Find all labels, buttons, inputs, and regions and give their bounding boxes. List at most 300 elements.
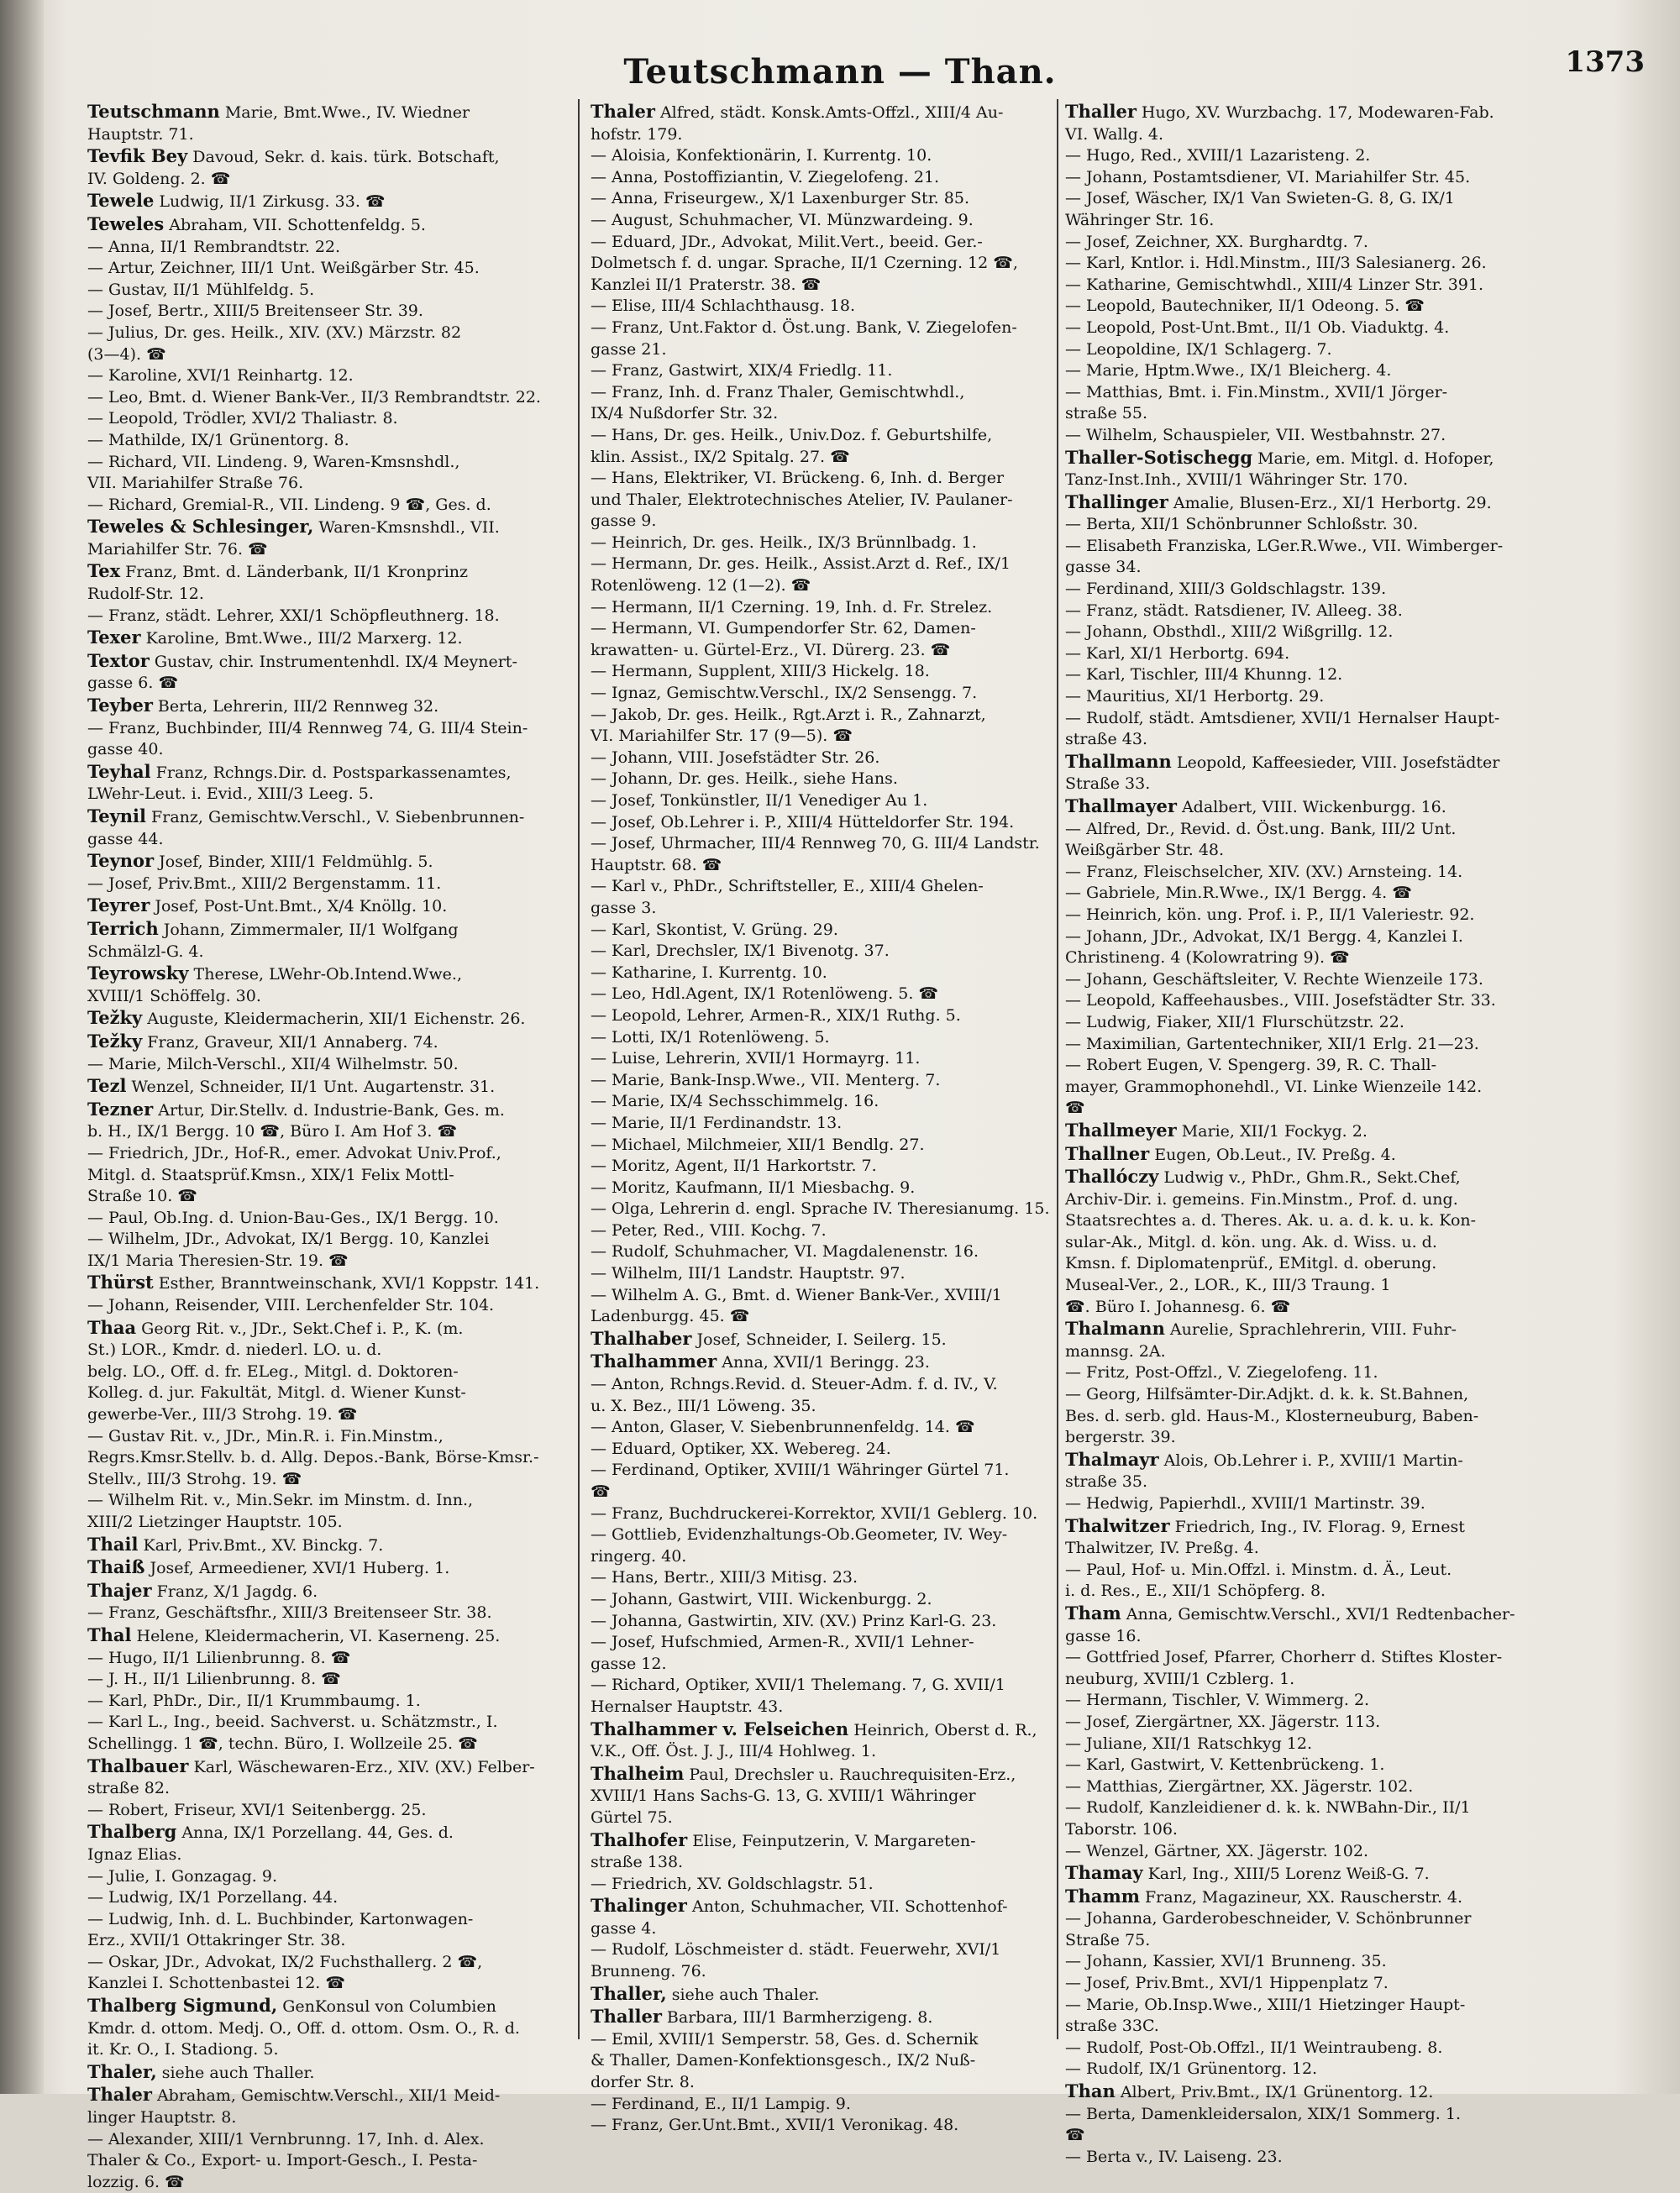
directory-entry-line [87, 1361, 562, 1383]
entry-text: — Artur, Zeichner, III/1 Unt. Weißgärber Str. 45. [87, 259, 480, 278]
entry-text: — J. H., II/1 Lilienbrunng. 8. ☎ [87, 1670, 341, 1689]
entry-text: gasse 16. [1065, 1626, 1142, 1645]
entry-text: Hugo, XV. Wurzbachg. 17, Modewaren-Fab. [1136, 103, 1494, 122]
entry-text: u. X. Bez., III/1 Löweng. 35. [591, 1396, 816, 1415]
directory-entry-line [1065, 1755, 1571, 1776]
directory-entry-line [1065, 1930, 1571, 1952]
directory-entry-line [87, 1382, 562, 1404]
directory-entry-line [1065, 1120, 1571, 1143]
entry-text: — Leopold, Post-Unt.Bmt., II/1 Ob. Viaduktg. 4. [1065, 317, 1450, 337]
entry-text: Davoud, Sekr. d. kais. türk. Botschaft, [187, 148, 500, 167]
directory-entry-line [1065, 969, 1571, 991]
directory-entry-line [1065, 1841, 1571, 1863]
entry-surname: Thaller-Sotischegg [1065, 446, 1253, 468]
entry-text: — Robert Eugen, V. Spengerg. 39, R. C. Thall- [1065, 1056, 1437, 1075]
directory-entry-line [1065, 1951, 1571, 1973]
directory-entry-line [87, 895, 562, 918]
page-header-title: Teutschmann — Than. [623, 52, 1057, 92]
directory-entry-line [1065, 536, 1571, 558]
directory-entry-line [591, 2050, 1065, 2072]
entry-text: Ludwig v., PhDr., Ghm.R., Sekt.Chef, [1158, 1168, 1461, 1188]
entry-text: Albert, Priv.Bmt., IX/1 Grünentorg. 12. [1115, 2083, 1434, 2102]
directory-entry-line [87, 516, 562, 539]
directory-entry-line [591, 382, 1065, 404]
directory-entry-line [1065, 2016, 1571, 2038]
entry-text: Thalwitzer, IV. Preßg. 4. [1065, 1539, 1259, 1558]
directory-entry-line [87, 850, 562, 874]
entry-text: krawatten- u. Gürtel-Erz., VI. Dürerg. 23. ☎ [591, 640, 951, 659]
directory-entry-line [591, 812, 1065, 834]
entry-surname: Thürst [87, 1272, 154, 1293]
entry-text: — Franz, Buchbinder, III/4 Rennweg 74, G. III/4 Stein- [87, 718, 528, 737]
entry-surname: Tevfik Bey [87, 145, 188, 167]
directory-entry-line [591, 1482, 1065, 1503]
entry-text: Franz, Rchngs.Dir. d. Postsparkassenamtes, [150, 763, 512, 782]
entry-text: — Richard, VII. Lindeng. 9, Waren-Kmsnshdl., [87, 452, 460, 471]
entry-text: gasse 12. [591, 1654, 667, 1673]
entry-text: straße 35. [1065, 1472, 1147, 1492]
entry-text: Artur, Dir.Stellv. d. Industrie-Bank, Ges. m. [153, 1100, 505, 1120]
directory-entry-line [1065, 514, 1571, 536]
directory-entry-line [87, 1930, 562, 1952]
entry-text: GenKonsul von Columbien [277, 1997, 496, 2017]
directory-entry-line [87, 101, 562, 124]
directory-entry-line [87, 1755, 562, 1779]
entry-text: Wenzel, Schneider, II/1 Unt. Augartenstr. 31. [126, 1078, 496, 1097]
directory-entry-line [1065, 1886, 1571, 1909]
entry-surname: Thallmeyer [1065, 1119, 1177, 1141]
directory-entry-line [591, 425, 1065, 447]
entry-surname: Thalheim [591, 1762, 685, 1784]
directory-entry-line [591, 1697, 1065, 1718]
entry-text: — Ludwig, Inh. d. L. Buchbinder, Kartonwagen- [87, 1909, 474, 1928]
directory-entry-line [87, 1340, 562, 1361]
entry-text: — Hugo, Red., XVIII/1 Lazaristeng. 2. [1065, 146, 1371, 165]
directory-entry-line [87, 627, 562, 650]
directory-entry-line [591, 1439, 1065, 1461]
directory-entry-line [591, 769, 1065, 790]
entry-surname: Thalhammer v. Felseichen [591, 1718, 849, 1739]
directory-entry-line [87, 1075, 562, 1099]
directory-entry-line [87, 1447, 562, 1469]
entry-text: — Ignaz, Gemischtw.Verschl., IX/2 Sensengg. 7. [591, 684, 978, 703]
entry-surname: Than [1065, 2080, 1116, 2102]
entry-text: Elise, Feinputzerin, V. Margareten- [687, 1831, 976, 1850]
entry-text: — Leo, Bmt. d. Wiener Bank-Ver., II/3 Rembrandtstr. 22. [87, 387, 541, 407]
entry-surname: Teyhal [87, 760, 151, 782]
entry-text: — Karl, Kntlor. i. Hdl.Minstm., III/3 Salesianerg. 26. [1065, 254, 1487, 273]
entry-text: — Johann, Kassier, XVI/1 Brunneng. 35. [1065, 1952, 1387, 1971]
directory-entry-line [87, 430, 562, 452]
entry-surname: Teyber [87, 695, 153, 716]
directory-entry-line [87, 1821, 562, 1844]
directory-entry-line [87, 1866, 562, 1888]
directory-entry-line [1065, 1189, 1571, 1211]
directory-entry-line [591, 210, 1065, 232]
entry-text: (3—4). ☎ [87, 344, 166, 364]
entry-text: — Julius, Dr. ges. Heilk., XIV. (XV.) Märzstr. 82 [87, 323, 462, 342]
entry-text: — August, Schuhmacher, VI. Münzwardeing. 9. [591, 210, 974, 229]
directory-entry-line [1065, 947, 1571, 969]
entry-text: gasse 3. [591, 898, 657, 917]
entry-text: Regrs.Kmsr.Stellv. b. d. Allg. Depos.-Bank, Börse-Kmsr.- [87, 1448, 539, 1467]
directory-entry-line [591, 1178, 1065, 1199]
directory-entry-line [87, 190, 562, 213]
entry-surname: Textor [87, 649, 150, 671]
entry-text: Franz, Bmt. d. Länderbank, II/1 Kronprinz [120, 563, 469, 582]
entry-text: Taborstr. 106. [1065, 1819, 1178, 1839]
entry-text: — Ferdinand, Optiker, XVIII/1 Währinger Gürtel 71. [591, 1461, 1010, 1480]
entry-text: — Karl L., Ing., beeid. Sachverst. u. Schätzmstr., I. [87, 1713, 498, 1732]
directory-entry-line [87, 1669, 562, 1691]
entry-text: Gustav, chir. Instrumentenhdl. IX/4 Meynert- [149, 652, 517, 671]
directory-entry-line [87, 1054, 562, 1076]
entry-text: hofstr. 179. [591, 124, 683, 144]
entry-text: — Marie, IX/4 Sechsschimmelg. 16. [591, 1092, 879, 1111]
entry-text: — Paul, Ob.Ing. d. Union-Bau-Ges., IX/1 Bergg. 10. [87, 1208, 499, 1227]
entry-text: — Oskar, JDr., Advokat, IX/2 Fuchsthallerg. 2 ☎, [87, 1952, 483, 1971]
directory-entry-line [1065, 1012, 1571, 1034]
entry-text: — Georg, Hilfsämter-Dir.Adjkt. d. k. k. St.Bahnen, [1065, 1385, 1469, 1404]
entry-text: — Alexander, XIII/1 Vernbrunng. 17, Inh. d. Alex. [87, 2129, 485, 2148]
directory-entry-line [1065, 1734, 1571, 1755]
entry-text: belg. LO., Off. d. fr. ELeg., Mitgl. d. Doktoren- [87, 1361, 459, 1381]
directory-entry-line [87, 784, 562, 805]
directory-entry-line [591, 1983, 1065, 2007]
entry-text: Rudolf-Str. 12. [87, 585, 204, 604]
entry-surname: Tezl [87, 1075, 127, 1097]
directory-entry-line [1065, 1995, 1571, 2017]
entry-text: VI. Wallg. 4. [1065, 124, 1164, 144]
directory-entry-line [1065, 622, 1571, 643]
entry-text: linger Hauptstr. 8. [87, 2108, 237, 2127]
entry-text: — Katharine, Gemischtwhdl., XIII/4 Linzer Str. 391. [1065, 275, 1484, 294]
entry-text: — Johann, Obsthdl., XIII/2 Wißgrillg. 12. [1065, 622, 1394, 642]
entry-text: gasse 40. [87, 740, 164, 759]
entry-text: gasse 44. [87, 829, 164, 848]
directory-entry-line [591, 447, 1065, 469]
directory-entry-line [87, 1512, 562, 1534]
directory-entry-line [87, 365, 562, 387]
entry-text: Heinrich, Oberst d. R., [848, 1720, 1037, 1739]
entry-text: it. Kr. O., I. Stadiong. 5. [87, 2040, 279, 2059]
entry-text: Straße 10. ☎ [87, 1187, 197, 1206]
entry-text: Kanzlei I. Schottenbastei 12. ☎ [87, 1974, 346, 1993]
directory-entry-line [87, 1272, 562, 1295]
directory-entry-line [591, 597, 1065, 619]
directory-entry-line [591, 1113, 1065, 1135]
directory-entry-line [591, 790, 1065, 812]
directory-entry-line [591, 705, 1065, 727]
entry-text: — Josef, Uhrmacher, III/4 Rennweg 70, G. III/4 Landstr. [591, 834, 1040, 853]
entry-text: ☎ [1065, 1099, 1085, 1118]
entry-text: straße 138. [591, 1853, 684, 1872]
entry-text: lozzig. 6. ☎ [87, 2172, 185, 2191]
entry-surname: Thaa [87, 1316, 137, 1338]
entry-text: Esther, Branntweinschank, XVI/1 Koppstr. 141. [153, 1274, 540, 1293]
entry-text: — Richard, Gremial-R., VII. Lindeng. 9 ☎, Ges. d. [87, 495, 491, 514]
entry-text: — Matthias, Bmt. i. Fin.Minstm., XVII/1 Jörger- [1065, 382, 1448, 401]
directory-entry-line [1065, 145, 1571, 167]
directory-entry-line [87, 1469, 562, 1491]
entry-text: gasse 21. [591, 339, 667, 359]
directory-entry-line [1065, 1034, 1571, 1056]
directory-entry-line [87, 1887, 562, 1909]
entry-text: IX/4 Nußdorfer Str. 32. [591, 404, 779, 423]
directory-entry-line [1065, 2125, 1571, 2147]
entry-text: — Moritz, Kaufmann, II/1 Miesbachg. 9. [591, 1178, 916, 1197]
entry-surname: Teweles & Schlesinger, [87, 516, 314, 538]
entry-text: — Josef, Hufschmied, Armen-R., XVII/1 Lehner- [591, 1633, 974, 1652]
directory-entry-line [591, 1961, 1065, 1983]
entry-text: — Julie, I. Gonzagag. 9. [87, 1866, 278, 1886]
entry-surname: Thaller [1065, 101, 1137, 122]
entry-text: — Berta, Damenkleidersalon, XIX/1 Sommerg. 1. [1065, 2104, 1462, 2123]
directory-entry-line [591, 640, 1065, 662]
directory-entry-line [1065, 990, 1571, 1012]
directory-entry-line [87, 1909, 562, 1931]
entry-text: — Friedrich, XV. Goldschlagstr. 51. [591, 1874, 874, 1893]
directory-entry-line [1065, 1098, 1571, 1120]
directory-entry-line [87, 2061, 562, 2085]
entry-text: — Johann, Dr. ges. Heilk., siehe Hans. [591, 769, 898, 789]
entry-text: — Marie, II/1 Ferdinandstr. 13. [591, 1113, 843, 1132]
entry-text: — Hedwig, Papierhdl., XVIII/1 Martinstr. 39. [1065, 1494, 1425, 1513]
entry-surname: Thalbauer [87, 1755, 189, 1776]
entry-text: Karl, Ing., XIII/5 Lorenz Weiß-G. 7. [1142, 1865, 1430, 1884]
directory-entry-line [591, 2115, 1065, 2137]
entry-text: Leopold, Kaffeesieder, VIII. Josefstädter [1171, 753, 1500, 772]
entry-text: Straße 75. [1065, 1930, 1151, 1949]
directory-entry-line [1065, 2059, 1571, 2080]
directory-entry-line [87, 344, 562, 366]
directory-entry-line [1065, 601, 1571, 622]
entry-text: VI. Mariahilfer Str. 17 (9—5). ☎ [591, 727, 853, 746]
entry-text: Schellingg. 1 ☎, techn. Büro, I. Wollzeile 25. ☎ [87, 1734, 478, 1753]
entry-text: Brunneng. 76. [591, 1962, 706, 1981]
entry-surname: Thallmann [1065, 750, 1172, 772]
directory-entry-line [1065, 686, 1571, 708]
entry-text: — Leopold, Lehrer, Armen-R., XIX/1 Ruthg. 5. [591, 1005, 961, 1025]
directory-entry-line [591, 1027, 1065, 1049]
entry-text: siehe auch Thaller. [156, 2063, 315, 2082]
directory-entry-line [1065, 1908, 1571, 1930]
entry-surname: Thalberg Sigmund, [87, 1995, 278, 2017]
entry-text: Franz, Gemischtw.Verschl., V. Siebenbrunnen- [146, 808, 525, 826]
directory-entry-line [1065, 1384, 1571, 1406]
entry-surname: Thaler [87, 2084, 152, 2106]
entry-text: — Josef, Zeichner, XX. Burghardtg. 7. [1065, 232, 1368, 251]
directory-entry-line [591, 1895, 1065, 1918]
directory-entry-line [87, 1426, 562, 1448]
entry-text: — Heinrich, Dr. ges. Heilk., IX/3 Brünnlbadg. 1. [591, 533, 977, 552]
directory-entry-line [87, 1165, 562, 1187]
directory-entry-line [591, 1503, 1065, 1525]
directory-entry-line [591, 2094, 1065, 2116]
entry-text: — Gabriele, Min.R.Wwe., IX/1 Bergg. 4. ☎ [1065, 884, 1412, 903]
directory-entry-line [1065, 1973, 1571, 1995]
directory-entry-line [1065, 1472, 1571, 1493]
directory-entry-line [591, 339, 1065, 361]
entry-surname: Thalwitzer [1065, 1514, 1170, 1536]
entry-surname: Thail [87, 1533, 139, 1555]
entry-text: Kolleg. d. jur. Fakultät, Mitgl. d. Wiener Kunst- [87, 1383, 466, 1403]
directory-entry-line [87, 718, 562, 740]
directory-entry-line [1065, 425, 1571, 447]
entry-text: Staatsrechtes a. d. Theres. Ak. u. a. d. k. u. k. Kon- [1065, 1211, 1477, 1230]
directory-entry-line [87, 301, 562, 323]
entry-text: — Josef, Priv.Bmt., XIII/2 Bergenstamm. 11. [87, 874, 442, 893]
entry-surname: Tex [87, 560, 121, 582]
entry-text: — Heinrich, kön. ung. Prof. i. P., II/1 Valeriestr. 92. [1065, 905, 1475, 924]
entry-text: — Matthias, Ziergärtner, XX. Jägerstr. 102. [1065, 1776, 1414, 1796]
entry-text: — Josef, Priv.Bmt., XVI/1 Hippenplatz 7. [1065, 1974, 1389, 1993]
entry-text: — Josef, Ob.Lehrer i. P., XIII/4 Hütteldorfer Str. 194. [591, 812, 1015, 832]
directory-entry-line [1065, 1166, 1571, 1189]
entry-surname: Texer [87, 627, 141, 648]
entry-text: Anton, Schuhmacher, VII. Schottenhof- [686, 1897, 1008, 1917]
entry-text: — Hermann, Tischler, V. Wimmerg. 2. [1065, 1691, 1370, 1710]
directory-entry-line [87, 1208, 562, 1230]
directory-entry-line [87, 1556, 562, 1580]
directory-entry-line [87, 1580, 562, 1603]
directory-entry-line [1065, 774, 1571, 795]
entry-text: Kmsn. f. Diplomatenprüf., EMitgl. d. oberung. [1065, 1254, 1437, 1273]
entry-text: — Elisabeth Franziska, LGer.R.Wwe., VII. Wimberger- [1065, 536, 1504, 555]
directory-entry-line [87, 829, 562, 851]
entry-text: — Franz, städt. Lehrer, XXI/1 Schöpfleuthnerg. 18. [87, 606, 500, 625]
entry-surname: Težky [87, 1030, 143, 1052]
directory-entry-line [87, 1251, 562, 1272]
entry-text: Auguste, Kleidermacherin, XII/1 Eichenstr. 26. [142, 1010, 526, 1029]
entry-text: Straße 33. [1065, 774, 1151, 794]
directory-entry-line [87, 1952, 562, 1974]
directory-entry-line [1065, 1493, 1571, 1515]
directory-entry-line [591, 618, 1065, 640]
column-divider [578, 99, 580, 2039]
entry-text: IV. Goldeng. 2. ☎ [87, 169, 231, 188]
directory-entry-line [591, 317, 1065, 339]
directory-entry-line [1065, 447, 1571, 470]
entry-text: ☎ [591, 1482, 611, 1501]
entry-text: — Paul, Hof- u. Min.Offzl. i. Minstm. d. Ä., Leut. [1065, 1560, 1452, 1579]
entry-text: Hauptstr. 71. [87, 124, 194, 144]
entry-text: Karl, Priv.Bmt., XV. Binckg. 7. [138, 1535, 384, 1555]
entry-text: — Ferdinand, XIII/3 Goldschlagstr. 139. [1065, 580, 1387, 599]
entry-text: — Wilhelm Rit. v., Min.Sekr. im Minstm. d. Inn., [87, 1491, 474, 1510]
entry-text: Berta, Lehrerin, III/2 Rennweg 32. [152, 697, 439, 716]
entry-text: — Josef, Bertr., XIII/5 Breitenseer Str. 39. [87, 302, 423, 321]
entry-text: — Johann, Gastwirt, VIII. Wickenburgg. 2. [591, 1589, 932, 1608]
entry-text: — Fritz, Post-Offzl., V. Ziegelofeng. 11. [1065, 1363, 1378, 1382]
directory-entry-line [591, 1460, 1065, 1482]
entry-text: und Thaler, Elektrotechnisches Atelier, IV. Paulaner- [591, 490, 1013, 509]
entry-text: — Franz, Inh. d. Franz Thaler, Gemischtwhdl., [591, 382, 965, 401]
directory-entry-line [591, 1918, 1065, 1940]
directory-entry-line [591, 2029, 1065, 2051]
directory-entry-line [87, 145, 562, 169]
entry-text: — Hermann, Supplent, XIII/3 Hickelg. 18. [591, 662, 930, 681]
directory-entry-line [87, 323, 562, 344]
directory-entry-line [1065, 1647, 1571, 1669]
entry-text: — Leopold, Bautechniker, II/1 Odeong. 5. ☎ [1065, 296, 1425, 316]
directory-entry-line [591, 1351, 1065, 1374]
entry-text: Karoline, Bmt.Wwe., III/2 Marxerg. 12. [140, 629, 463, 648]
entry-text: — Karl, Tischler, III/4 Khunng. 12. [1065, 665, 1343, 685]
entry-text: — Ludwig, IX/1 Porzellang. 44. [87, 1888, 339, 1907]
directory-entry-line [87, 1844, 562, 1866]
entry-text: Josef, Armeediener, XVI/1 Huberg. 1. [144, 1559, 450, 1578]
directory-entry-line [591, 1807, 1065, 1829]
entry-text: — Wenzel, Gärtner, XX. Jägerstr. 102. [1065, 1841, 1369, 1860]
entry-text: Josef, Schneider, I. Seilerg. 15. [691, 1330, 947, 1349]
directory-entry-line [591, 2072, 1065, 2094]
directory-entry-line [591, 553, 1065, 575]
entry-text: — Marie, Hptm.Wwe., IX/1 Bleicherg. 4. [1065, 361, 1392, 380]
entry-text: — Rudolf, Schuhmacher, VI. Magdalenenstr. 16. [591, 1242, 979, 1262]
directory-entry-line [1065, 926, 1571, 948]
directory-entry-line [591, 360, 1065, 382]
entry-text: V.K., Off. Öst. J. J., III/4 Hohlweg. 1. [591, 1742, 876, 1761]
directory-entry-line [591, 275, 1065, 296]
entry-text: ringerg. 40. [591, 1546, 687, 1566]
directory-entry-line [591, 1156, 1065, 1178]
directory-entry-line [87, 918, 562, 942]
directory-entry-line [1065, 491, 1571, 515]
entry-surname: Tezner [87, 1098, 154, 1120]
directory-entry-line [1065, 840, 1571, 862]
entry-text: ☎ [1065, 2126, 1085, 2145]
directory-entry-line [1065, 1077, 1571, 1099]
directory-entry-line [591, 533, 1065, 554]
entry-text: — Anton, Glaser, V. Siebenbrunnenfeldg. 14. ☎ [591, 1418, 975, 1437]
entry-text: Marie, XII/1 Fockyg. 2. [1176, 1121, 1368, 1141]
directory-entry-line [1065, 1560, 1571, 1582]
entry-text: — Franz, Fleischselcher, XIV. (XV.) Arnsteing. 14. [1065, 862, 1463, 881]
directory-entry-line [591, 490, 1065, 512]
entry-text: gasse 34. [1065, 558, 1142, 577]
directory-entry-line [87, 473, 562, 495]
directory-entry-line [87, 1007, 562, 1031]
entry-text: LWehr-Leut. i. Evid., XIII/3 Leeg. 5. [87, 784, 374, 804]
directory-entry-line [1065, 339, 1571, 361]
directory-entry-line [591, 1263, 1065, 1285]
entry-text: — Ludwig, Fiaker, XII/1 Flurschützstr. 22. [1065, 1012, 1404, 1031]
entry-text: Tanz-Inst.Inh., XVIII/1 Währinger Str. 170. [1065, 470, 1409, 490]
entry-text: Rotenlöweng. 12 (1—2). ☎ [591, 576, 811, 595]
entry-surname: Thal [87, 1624, 132, 1645]
directory-entry-line [87, 2172, 562, 2193]
directory-entry-line [1065, 167, 1571, 189]
directory-entry-line [87, 213, 562, 237]
directory-entry-line [1065, 1603, 1571, 1626]
directory-entry-line [591, 1199, 1065, 1220]
directory-entry-line [591, 1374, 1065, 1396]
directory-entry-line [1065, 1797, 1571, 1819]
directory-entry-line [1065, 1210, 1571, 1232]
entry-text: — Aloisia, Konfektionärin, I. Kurrentg. 10. [591, 146, 932, 165]
entry-text: — Anton, Rchngs.Revid. d. Steuer-Adm. f. d. IV., V. [591, 1375, 998, 1394]
directory-entry-line [87, 739, 562, 761]
directory-entry-line [87, 1229, 562, 1251]
directory-entry-line [1065, 101, 1571, 124]
entry-text: VII. Mariahilfer Straße 76. [87, 474, 304, 493]
entry-text: — Josef, Ziergärtner, XX. Jägerstr. 113. [1065, 1712, 1381, 1731]
directory-entry-line [87, 452, 562, 474]
entry-text: Franz, X/1 Jagdg. 6. [151, 1582, 318, 1601]
entry-text: — Luise, Lehrerin, XVII/1 Hormayrg. 11. [591, 1049, 921, 1068]
directory-entry-line [591, 1567, 1065, 1589]
